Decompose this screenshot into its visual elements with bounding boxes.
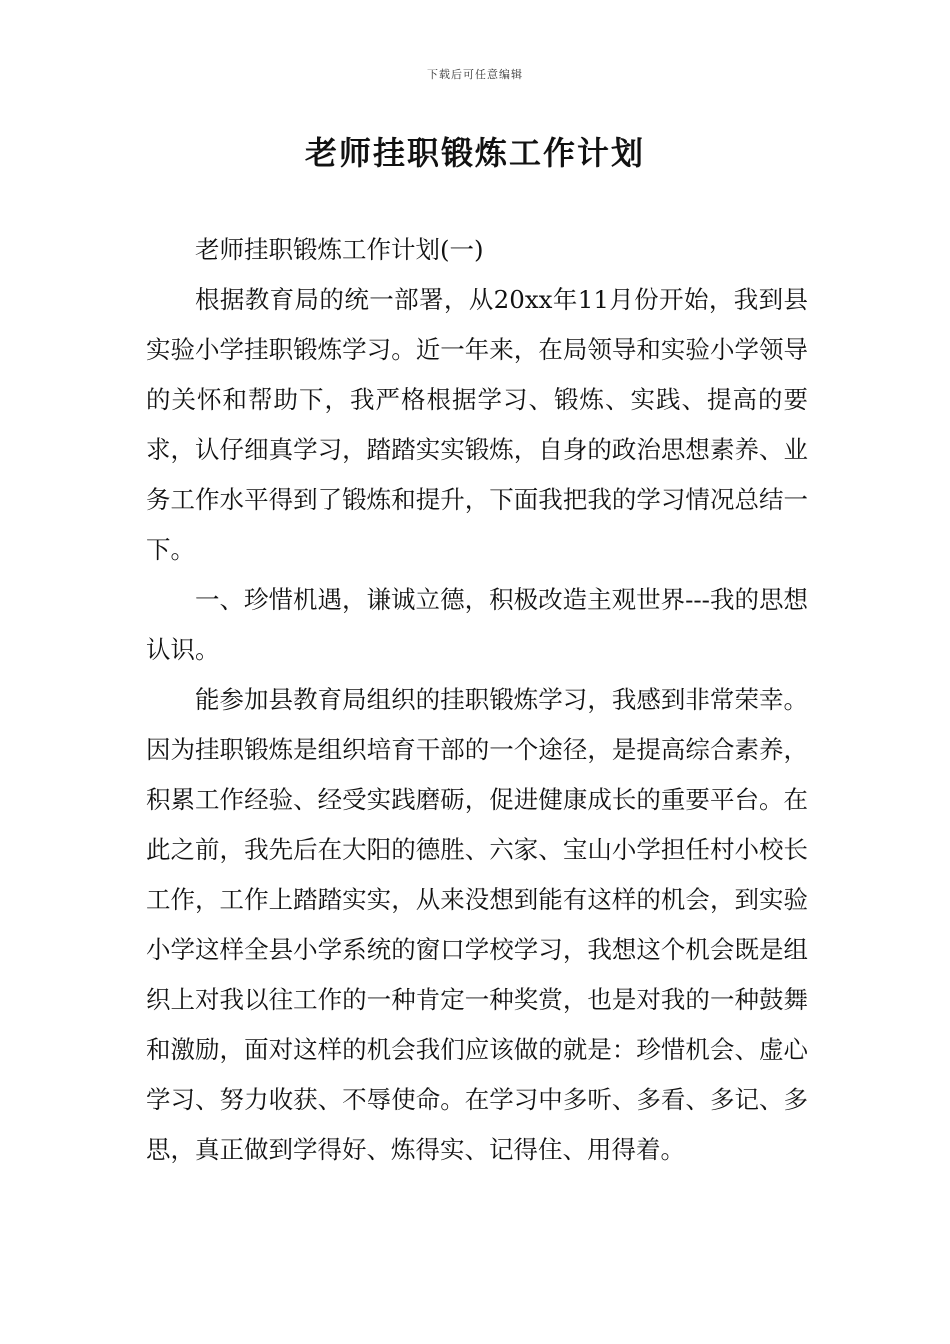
section-heading: 一、珍惜机遇，谦诚立德，积极改造主观世界---我的思想认识。 — [146, 585, 808, 664]
document-body — [146, 225, 808, 1175]
section-subtitle: 老师挂职锻炼工作计划(一) — [195, 235, 484, 264]
body-paragraph: 根据教育局的统一部署，从20xx年11月份开始，我到县实验小学挂职锻炼学习。近一年来，在局领导和实验小学领导的关怀和帮助下，我严格根据学习、锻炼、实践、提高的要求，认仔细真学习，踏踏实实锻炼，自身的政治思想素养、业务工作水平得到了锻炼和提升，下面我把我的学习情况总结一下。 — [146, 285, 808, 564]
body-paragraph: 能参加县教育局组织的挂职锻炼学习，我感到非常荣幸。因为挂职锻炼是组织培育干部的一个途径，是提高综合素养，积累工作经验、经受实践磨砺，促进健康成长的重要平台。在此之前，我先后在大阳的德胜、六家、宝山小学担任村小校长工作，工作上踏踏实实，从来没想到能有这样的机会，到实验小学这样全县小学系统的窗口学校学习，我想这个机会既是组织上对我以往工作的一种肯定一种奖赏，也是对我的一种鼓舞和激励，面对这样的机会我们应该做的就是：珍惜机会、虚心学习、努力收获、不辱使命。在学习中多听、多看、多记、多思，真正做到学得好、炼得实、记得住、用得着。 — [146, 685, 808, 1164]
document-title: 老师挂职锻炼工作计划 — [304, 134, 645, 172]
header-note: 下载后可任意编辑 — [427, 68, 523, 81]
